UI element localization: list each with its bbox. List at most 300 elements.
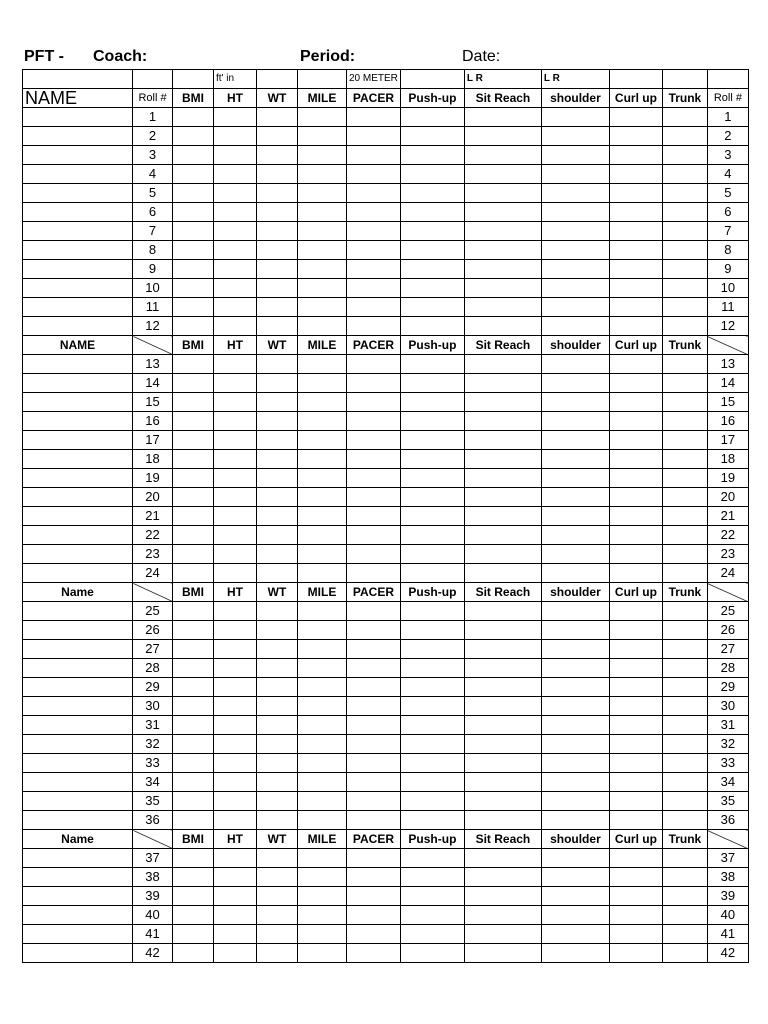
bmi-score-cell[interactable] xyxy=(173,469,214,488)
pushup-score-cell[interactable] xyxy=(400,222,464,241)
pacer-score-cell[interactable] xyxy=(347,906,401,925)
trunk-score-cell[interactable] xyxy=(662,659,707,678)
shoulder-score-cell[interactable] xyxy=(541,906,609,925)
sitreach-score-cell[interactable] xyxy=(464,260,541,279)
ht-score-cell[interactable] xyxy=(214,165,257,184)
bmi-score-cell[interactable] xyxy=(173,849,214,868)
student-name-cell[interactable] xyxy=(23,317,133,336)
student-name-cell[interactable] xyxy=(23,412,133,431)
ht-score-cell[interactable] xyxy=(214,146,257,165)
pacer-score-cell[interactable] xyxy=(347,564,401,583)
bmi-score-cell[interactable] xyxy=(173,545,214,564)
pushup-score-cell[interactable] xyxy=(400,545,464,564)
trunk-score-cell[interactable] xyxy=(662,906,707,925)
ht-score-cell[interactable] xyxy=(214,450,257,469)
ht-score-cell[interactable] xyxy=(214,944,257,963)
pushup-score-cell[interactable] xyxy=(400,887,464,906)
trunk-score-cell[interactable] xyxy=(662,564,707,583)
bmi-score-cell[interactable] xyxy=(173,241,214,260)
mile-score-cell[interactable] xyxy=(298,431,347,450)
trunk-score-cell[interactable] xyxy=(662,488,707,507)
pushup-score-cell[interactable] xyxy=(400,298,464,317)
ht-score-cell[interactable] xyxy=(214,431,257,450)
wt-score-cell[interactable] xyxy=(257,545,298,564)
pacer-score-cell[interactable] xyxy=(347,621,401,640)
shoulder-score-cell[interactable] xyxy=(541,868,609,887)
bmi-score-cell[interactable] xyxy=(173,526,214,545)
trunk-score-cell[interactable] xyxy=(662,450,707,469)
pushup-score-cell[interactable] xyxy=(400,849,464,868)
sitreach-score-cell[interactable] xyxy=(464,165,541,184)
bmi-score-cell[interactable] xyxy=(173,203,214,222)
sitreach-score-cell[interactable] xyxy=(464,279,541,298)
bmi-score-cell[interactable] xyxy=(173,621,214,640)
curlup-score-cell[interactable] xyxy=(609,298,662,317)
student-name-cell[interactable] xyxy=(23,146,133,165)
wt-score-cell[interactable] xyxy=(257,602,298,621)
trunk-score-cell[interactable] xyxy=(662,469,707,488)
wt-score-cell[interactable] xyxy=(257,241,298,260)
mile-score-cell[interactable] xyxy=(298,507,347,526)
sitreach-score-cell[interactable] xyxy=(464,849,541,868)
ht-score-cell[interactable] xyxy=(214,222,257,241)
student-name-cell[interactable] xyxy=(23,545,133,564)
trunk-score-cell[interactable] xyxy=(662,868,707,887)
student-name-cell[interactable] xyxy=(23,735,133,754)
ht-score-cell[interactable] xyxy=(214,393,257,412)
sitreach-score-cell[interactable] xyxy=(464,640,541,659)
mile-score-cell[interactable] xyxy=(298,621,347,640)
mile-score-cell[interactable] xyxy=(298,279,347,298)
trunk-score-cell[interactable] xyxy=(662,925,707,944)
sitreach-score-cell[interactable] xyxy=(464,773,541,792)
student-name-cell[interactable] xyxy=(23,678,133,697)
shoulder-score-cell[interactable] xyxy=(541,393,609,412)
pushup-score-cell[interactable] xyxy=(400,944,464,963)
pacer-score-cell[interactable] xyxy=(347,792,401,811)
ht-score-cell[interactable] xyxy=(214,203,257,222)
student-name-cell[interactable] xyxy=(23,811,133,830)
curlup-score-cell[interactable] xyxy=(609,127,662,146)
pushup-score-cell[interactable] xyxy=(400,450,464,469)
student-name-cell[interactable] xyxy=(23,792,133,811)
ht-score-cell[interactable] xyxy=(214,127,257,146)
mile-score-cell[interactable] xyxy=(298,564,347,583)
pacer-score-cell[interactable] xyxy=(347,773,401,792)
sitreach-score-cell[interactable] xyxy=(464,355,541,374)
curlup-score-cell[interactable] xyxy=(609,260,662,279)
trunk-score-cell[interactable] xyxy=(662,146,707,165)
trunk-score-cell[interactable] xyxy=(662,621,707,640)
student-name-cell[interactable] xyxy=(23,165,133,184)
sitreach-score-cell[interactable] xyxy=(464,393,541,412)
trunk-score-cell[interactable] xyxy=(662,279,707,298)
bmi-score-cell[interactable] xyxy=(173,108,214,127)
shoulder-score-cell[interactable] xyxy=(541,203,609,222)
sitreach-score-cell[interactable] xyxy=(464,716,541,735)
bmi-score-cell[interactable] xyxy=(173,184,214,203)
sitreach-score-cell[interactable] xyxy=(464,754,541,773)
curlup-score-cell[interactable] xyxy=(609,887,662,906)
ht-score-cell[interactable] xyxy=(214,640,257,659)
curlup-score-cell[interactable] xyxy=(609,317,662,336)
curlup-score-cell[interactable] xyxy=(609,146,662,165)
student-name-cell[interactable] xyxy=(23,393,133,412)
ht-score-cell[interactable] xyxy=(214,811,257,830)
curlup-score-cell[interactable] xyxy=(609,906,662,925)
mile-score-cell[interactable] xyxy=(298,868,347,887)
bmi-score-cell[interactable] xyxy=(173,716,214,735)
pacer-score-cell[interactable] xyxy=(347,317,401,336)
student-name-cell[interactable] xyxy=(23,488,133,507)
wt-score-cell[interactable] xyxy=(257,811,298,830)
pushup-score-cell[interactable] xyxy=(400,355,464,374)
pacer-score-cell[interactable] xyxy=(347,450,401,469)
mile-score-cell[interactable] xyxy=(298,450,347,469)
mile-score-cell[interactable] xyxy=(298,317,347,336)
curlup-score-cell[interactable] xyxy=(609,811,662,830)
pacer-score-cell[interactable] xyxy=(347,298,401,317)
bmi-score-cell[interactable] xyxy=(173,279,214,298)
shoulder-score-cell[interactable] xyxy=(541,564,609,583)
wt-score-cell[interactable] xyxy=(257,146,298,165)
curlup-score-cell[interactable] xyxy=(609,203,662,222)
bmi-score-cell[interactable] xyxy=(173,564,214,583)
pacer-score-cell[interactable] xyxy=(347,412,401,431)
bmi-score-cell[interactable] xyxy=(173,697,214,716)
curlup-score-cell[interactable] xyxy=(609,374,662,393)
bmi-score-cell[interactable] xyxy=(173,640,214,659)
mile-score-cell[interactable] xyxy=(298,146,347,165)
ht-score-cell[interactable] xyxy=(214,507,257,526)
pushup-score-cell[interactable] xyxy=(400,754,464,773)
mile-score-cell[interactable] xyxy=(298,792,347,811)
mile-score-cell[interactable] xyxy=(298,811,347,830)
shoulder-score-cell[interactable] xyxy=(541,754,609,773)
sitreach-score-cell[interactable] xyxy=(464,222,541,241)
wt-score-cell[interactable] xyxy=(257,640,298,659)
bmi-score-cell[interactable] xyxy=(173,906,214,925)
pacer-score-cell[interactable] xyxy=(347,260,401,279)
bmi-score-cell[interactable] xyxy=(173,602,214,621)
pushup-score-cell[interactable] xyxy=(400,108,464,127)
wt-score-cell[interactable] xyxy=(257,298,298,317)
pacer-score-cell[interactable] xyxy=(347,374,401,393)
shoulder-score-cell[interactable] xyxy=(541,165,609,184)
shoulder-score-cell[interactable] xyxy=(541,678,609,697)
student-name-cell[interactable] xyxy=(23,773,133,792)
curlup-score-cell[interactable] xyxy=(609,868,662,887)
student-name-cell[interactable] xyxy=(23,925,133,944)
shoulder-score-cell[interactable] xyxy=(541,279,609,298)
mile-score-cell[interactable] xyxy=(298,165,347,184)
curlup-score-cell[interactable] xyxy=(609,678,662,697)
student-name-cell[interactable] xyxy=(23,716,133,735)
shoulder-score-cell[interactable] xyxy=(541,488,609,507)
sitreach-score-cell[interactable] xyxy=(464,108,541,127)
wt-score-cell[interactable] xyxy=(257,260,298,279)
wt-score-cell[interactable] xyxy=(257,469,298,488)
shoulder-score-cell[interactable] xyxy=(541,602,609,621)
trunk-score-cell[interactable] xyxy=(662,602,707,621)
mile-score-cell[interactable] xyxy=(298,678,347,697)
student-name-cell[interactable] xyxy=(23,602,133,621)
ht-score-cell[interactable] xyxy=(214,526,257,545)
shoulder-score-cell[interactable] xyxy=(541,849,609,868)
mile-score-cell[interactable] xyxy=(298,260,347,279)
curlup-score-cell[interactable] xyxy=(609,450,662,469)
bmi-score-cell[interactable] xyxy=(173,488,214,507)
pacer-score-cell[interactable] xyxy=(347,241,401,260)
mile-score-cell[interactable] xyxy=(298,545,347,564)
ht-score-cell[interactable] xyxy=(214,716,257,735)
pacer-score-cell[interactable] xyxy=(347,754,401,773)
ht-score-cell[interactable] xyxy=(214,108,257,127)
bmi-score-cell[interactable] xyxy=(173,659,214,678)
trunk-score-cell[interactable] xyxy=(662,374,707,393)
mile-score-cell[interactable] xyxy=(298,640,347,659)
pushup-score-cell[interactable] xyxy=(400,716,464,735)
wt-score-cell[interactable] xyxy=(257,393,298,412)
wt-score-cell[interactable] xyxy=(257,355,298,374)
ht-score-cell[interactable] xyxy=(214,260,257,279)
wt-score-cell[interactable] xyxy=(257,279,298,298)
bmi-score-cell[interactable] xyxy=(173,868,214,887)
wt-score-cell[interactable] xyxy=(257,450,298,469)
mile-score-cell[interactable] xyxy=(298,602,347,621)
pushup-score-cell[interactable] xyxy=(400,659,464,678)
pushup-score-cell[interactable] xyxy=(400,526,464,545)
ht-score-cell[interactable] xyxy=(214,868,257,887)
wt-score-cell[interactable] xyxy=(257,203,298,222)
trunk-score-cell[interactable] xyxy=(662,108,707,127)
curlup-score-cell[interactable] xyxy=(609,545,662,564)
curlup-score-cell[interactable] xyxy=(609,184,662,203)
wt-score-cell[interactable] xyxy=(257,507,298,526)
trunk-score-cell[interactable] xyxy=(662,773,707,792)
ht-score-cell[interactable] xyxy=(214,735,257,754)
trunk-score-cell[interactable] xyxy=(662,317,707,336)
wt-score-cell[interactable] xyxy=(257,925,298,944)
curlup-score-cell[interactable] xyxy=(609,222,662,241)
student-name-cell[interactable] xyxy=(23,469,133,488)
trunk-score-cell[interactable] xyxy=(662,165,707,184)
bmi-score-cell[interactable] xyxy=(173,393,214,412)
pacer-score-cell[interactable] xyxy=(347,735,401,754)
student-name-cell[interactable] xyxy=(23,127,133,146)
bmi-score-cell[interactable] xyxy=(173,944,214,963)
student-name-cell[interactable] xyxy=(23,431,133,450)
curlup-score-cell[interactable] xyxy=(609,393,662,412)
trunk-score-cell[interactable] xyxy=(662,298,707,317)
curlup-score-cell[interactable] xyxy=(609,773,662,792)
pushup-score-cell[interactable] xyxy=(400,697,464,716)
ht-score-cell[interactable] xyxy=(214,279,257,298)
curlup-score-cell[interactable] xyxy=(609,697,662,716)
student-name-cell[interactable] xyxy=(23,849,133,868)
sitreach-score-cell[interactable] xyxy=(464,545,541,564)
bmi-score-cell[interactable] xyxy=(173,754,214,773)
bmi-score-cell[interactable] xyxy=(173,146,214,165)
pushup-score-cell[interactable] xyxy=(400,602,464,621)
curlup-score-cell[interactable] xyxy=(609,488,662,507)
sitreach-score-cell[interactable] xyxy=(464,203,541,222)
bmi-score-cell[interactable] xyxy=(173,887,214,906)
ht-score-cell[interactable] xyxy=(214,374,257,393)
wt-score-cell[interactable] xyxy=(257,184,298,203)
mile-score-cell[interactable] xyxy=(298,773,347,792)
bmi-score-cell[interactable] xyxy=(173,374,214,393)
sitreach-score-cell[interactable] xyxy=(464,602,541,621)
ht-score-cell[interactable] xyxy=(214,621,257,640)
sitreach-score-cell[interactable] xyxy=(464,184,541,203)
sitreach-score-cell[interactable] xyxy=(464,127,541,146)
shoulder-score-cell[interactable] xyxy=(541,222,609,241)
trunk-score-cell[interactable] xyxy=(662,697,707,716)
pacer-score-cell[interactable] xyxy=(347,165,401,184)
shoulder-score-cell[interactable] xyxy=(541,697,609,716)
bmi-score-cell[interactable] xyxy=(173,811,214,830)
ht-score-cell[interactable] xyxy=(214,412,257,431)
student-name-cell[interactable] xyxy=(23,374,133,393)
trunk-score-cell[interactable] xyxy=(662,241,707,260)
pacer-score-cell[interactable] xyxy=(347,355,401,374)
trunk-score-cell[interactable] xyxy=(662,431,707,450)
shoulder-score-cell[interactable] xyxy=(541,355,609,374)
pushup-score-cell[interactable] xyxy=(400,773,464,792)
pacer-score-cell[interactable] xyxy=(347,716,401,735)
mile-score-cell[interactable] xyxy=(298,925,347,944)
wt-score-cell[interactable] xyxy=(257,849,298,868)
shoulder-score-cell[interactable] xyxy=(541,925,609,944)
trunk-score-cell[interactable] xyxy=(662,944,707,963)
shoulder-score-cell[interactable] xyxy=(541,127,609,146)
sitreach-score-cell[interactable] xyxy=(464,412,541,431)
sitreach-score-cell[interactable] xyxy=(464,564,541,583)
trunk-score-cell[interactable] xyxy=(662,393,707,412)
sitreach-score-cell[interactable] xyxy=(464,906,541,925)
pushup-score-cell[interactable] xyxy=(400,393,464,412)
student-name-cell[interactable] xyxy=(23,450,133,469)
mile-score-cell[interactable] xyxy=(298,754,347,773)
shoulder-score-cell[interactable] xyxy=(541,298,609,317)
shoulder-score-cell[interactable] xyxy=(541,184,609,203)
sitreach-score-cell[interactable] xyxy=(464,697,541,716)
mile-score-cell[interactable] xyxy=(298,184,347,203)
student-name-cell[interactable] xyxy=(23,184,133,203)
bmi-score-cell[interactable] xyxy=(173,678,214,697)
shoulder-score-cell[interactable] xyxy=(541,108,609,127)
student-name-cell[interactable] xyxy=(23,241,133,260)
mile-score-cell[interactable] xyxy=(298,716,347,735)
wt-score-cell[interactable] xyxy=(257,108,298,127)
ht-score-cell[interactable] xyxy=(214,925,257,944)
curlup-score-cell[interactable] xyxy=(609,279,662,298)
sitreach-score-cell[interactable] xyxy=(464,431,541,450)
bmi-score-cell[interactable] xyxy=(173,127,214,146)
wt-score-cell[interactable] xyxy=(257,773,298,792)
sitreach-score-cell[interactable] xyxy=(464,735,541,754)
mile-score-cell[interactable] xyxy=(298,241,347,260)
sitreach-score-cell[interactable] xyxy=(464,469,541,488)
wt-score-cell[interactable] xyxy=(257,754,298,773)
student-name-cell[interactable] xyxy=(23,564,133,583)
curlup-score-cell[interactable] xyxy=(609,735,662,754)
trunk-score-cell[interactable] xyxy=(662,887,707,906)
student-name-cell[interactable] xyxy=(23,754,133,773)
pushup-score-cell[interactable] xyxy=(400,678,464,697)
student-name-cell[interactable] xyxy=(23,659,133,678)
pushup-score-cell[interactable] xyxy=(400,374,464,393)
ht-score-cell[interactable] xyxy=(214,754,257,773)
trunk-score-cell[interactable] xyxy=(662,412,707,431)
trunk-score-cell[interactable] xyxy=(662,184,707,203)
curlup-score-cell[interactable] xyxy=(609,716,662,735)
curlup-score-cell[interactable] xyxy=(609,108,662,127)
mile-score-cell[interactable] xyxy=(298,906,347,925)
shoulder-score-cell[interactable] xyxy=(541,317,609,336)
trunk-score-cell[interactable] xyxy=(662,792,707,811)
curlup-score-cell[interactable] xyxy=(609,507,662,526)
pacer-score-cell[interactable] xyxy=(347,127,401,146)
pushup-score-cell[interactable] xyxy=(400,488,464,507)
pushup-score-cell[interactable] xyxy=(400,868,464,887)
mile-score-cell[interactable] xyxy=(298,108,347,127)
wt-score-cell[interactable] xyxy=(257,165,298,184)
pacer-score-cell[interactable] xyxy=(347,184,401,203)
trunk-score-cell[interactable] xyxy=(662,260,707,279)
trunk-score-cell[interactable] xyxy=(662,507,707,526)
ht-score-cell[interactable] xyxy=(214,773,257,792)
sitreach-score-cell[interactable] xyxy=(464,944,541,963)
shoulder-score-cell[interactable] xyxy=(541,773,609,792)
sitreach-score-cell[interactable] xyxy=(464,317,541,336)
pacer-score-cell[interactable] xyxy=(347,279,401,298)
pacer-score-cell[interactable] xyxy=(347,944,401,963)
curlup-score-cell[interactable] xyxy=(609,849,662,868)
pushup-score-cell[interactable] xyxy=(400,735,464,754)
pushup-score-cell[interactable] xyxy=(400,640,464,659)
mile-score-cell[interactable] xyxy=(298,393,347,412)
pushup-score-cell[interactable] xyxy=(400,184,464,203)
bmi-score-cell[interactable] xyxy=(173,507,214,526)
sitreach-score-cell[interactable] xyxy=(464,507,541,526)
wt-score-cell[interactable] xyxy=(257,887,298,906)
shoulder-score-cell[interactable] xyxy=(541,507,609,526)
curlup-score-cell[interactable] xyxy=(609,792,662,811)
shoulder-score-cell[interactable] xyxy=(541,716,609,735)
pacer-score-cell[interactable] xyxy=(347,507,401,526)
curlup-score-cell[interactable] xyxy=(609,564,662,583)
shoulder-score-cell[interactable] xyxy=(541,374,609,393)
pushup-score-cell[interactable] xyxy=(400,621,464,640)
wt-score-cell[interactable] xyxy=(257,127,298,146)
bmi-score-cell[interactable] xyxy=(173,792,214,811)
wt-score-cell[interactable] xyxy=(257,735,298,754)
ht-score-cell[interactable] xyxy=(214,545,257,564)
student-name-cell[interactable] xyxy=(23,697,133,716)
shoulder-score-cell[interactable] xyxy=(541,792,609,811)
curlup-score-cell[interactable] xyxy=(609,431,662,450)
bmi-score-cell[interactable] xyxy=(173,773,214,792)
ht-score-cell[interactable] xyxy=(214,792,257,811)
student-name-cell[interactable] xyxy=(23,868,133,887)
trunk-score-cell[interactable] xyxy=(662,735,707,754)
bmi-score-cell[interactable] xyxy=(173,222,214,241)
student-name-cell[interactable] xyxy=(23,108,133,127)
shoulder-score-cell[interactable] xyxy=(541,545,609,564)
pacer-score-cell[interactable] xyxy=(347,393,401,412)
